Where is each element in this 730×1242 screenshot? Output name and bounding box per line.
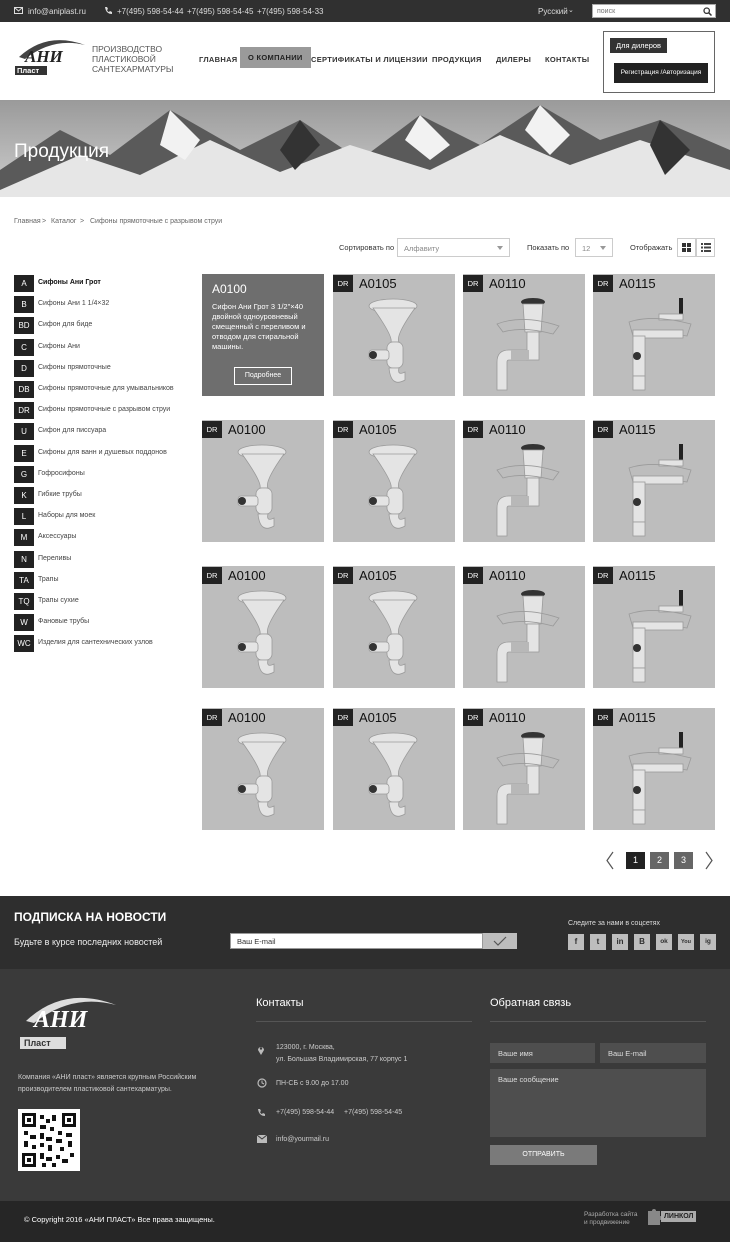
product-card[interactable] bbox=[463, 274, 585, 396]
header bbox=[0, 22, 730, 100]
feedback-message-input[interactable]: Ваше сообщение bbox=[490, 1069, 706, 1137]
category-item[interactable] bbox=[14, 296, 194, 313]
tagline-line: ПРОИЗВОДСТВО bbox=[92, 44, 163, 54]
product-code: A0100 bbox=[228, 568, 266, 583]
product-code: A0115 bbox=[619, 276, 656, 291]
twitter-icon[interactable]: t bbox=[590, 934, 606, 950]
check-icon bbox=[483, 933, 517, 949]
category-label: Фановые трубы bbox=[38, 618, 90, 626]
tagline bbox=[92, 44, 173, 74]
product-badge: DR bbox=[333, 275, 353, 292]
search-box bbox=[592, 4, 716, 18]
siphon-image bbox=[333, 584, 455, 684]
logo-text: АНИ bbox=[25, 47, 63, 66]
feedback-send-button[interactable]: ОТПРАВИТЬ bbox=[490, 1145, 597, 1165]
product-card[interactable] bbox=[463, 420, 585, 542]
product-code: A0105 bbox=[359, 710, 397, 725]
category-code-badge: DR bbox=[14, 402, 34, 419]
category-label: Сифоны для ванн и душевых поддонов bbox=[38, 448, 167, 456]
top-bar bbox=[0, 0, 730, 22]
product-image bbox=[333, 438, 455, 542]
product-code: A0110 bbox=[489, 276, 526, 291]
register-button[interactable]: Регистрация /Авторизация bbox=[614, 63, 708, 83]
email-icon bbox=[257, 1135, 267, 1143]
product-code: A0110 bbox=[489, 568, 526, 583]
hero-banner bbox=[0, 100, 730, 197]
category-label: Сифоны Ани 1 1/4×32 bbox=[38, 300, 110, 308]
product-image bbox=[593, 584, 715, 688]
product-card[interactable] bbox=[333, 274, 455, 396]
category-item[interactable] bbox=[14, 635, 194, 652]
top-email[interactable]: info@aniplast.ru bbox=[28, 7, 86, 16]
divider bbox=[256, 1021, 472, 1022]
dealer-box bbox=[603, 31, 715, 93]
address-line: 123000, г. Москва, bbox=[276, 1044, 335, 1051]
page-3[interactable]: 3 bbox=[674, 852, 693, 869]
siphon-image bbox=[593, 726, 715, 826]
breadcrumb-separator: > bbox=[42, 218, 47, 225]
contacts-title: Контакты bbox=[256, 997, 304, 1009]
product-image bbox=[333, 726, 455, 830]
product-code: A0105 bbox=[359, 276, 397, 291]
category-item[interactable] bbox=[14, 423, 194, 440]
location-pin-icon bbox=[257, 1045, 265, 1055]
prev-page-icon[interactable] bbox=[605, 851, 615, 870]
chevron-down-icon: ⌄ bbox=[568, 7, 574, 14]
odnoklassniki-icon[interactable]: ok bbox=[656, 934, 672, 950]
siphon-image bbox=[463, 292, 585, 392]
developer-text: и продвижение bbox=[584, 1219, 630, 1226]
breadcrumb-catalog[interactable]: Каталог bbox=[51, 218, 77, 225]
product-badge: DR bbox=[333, 567, 353, 584]
product-badge: DR bbox=[463, 421, 483, 438]
category-label: Сифон для биде bbox=[38, 321, 93, 329]
siphon-image bbox=[202, 438, 324, 538]
logo-subtext: Пласт bbox=[17, 66, 40, 75]
product-card[interactable] bbox=[333, 566, 455, 688]
nav-products[interactable]: ПРОДУКЦИЯ bbox=[432, 55, 482, 64]
siphon-image bbox=[333, 438, 455, 538]
per-page-select[interactable] bbox=[575, 238, 613, 257]
chevron-down-icon bbox=[497, 246, 503, 250]
product-description: Сифон Ани Грот 3 1/2"×40 двойной одноуровневый смещенный с переливом и отводом для стиральной машины. bbox=[212, 302, 306, 351]
siphon-image bbox=[463, 726, 585, 826]
category-item[interactable] bbox=[14, 614, 194, 631]
subscribe-email-input[interactable]: Ваш E-mail bbox=[230, 933, 483, 949]
dealers-label: Для дилеров bbox=[610, 38, 667, 53]
category-code-badge: U bbox=[14, 423, 34, 440]
category-item[interactable] bbox=[14, 551, 194, 568]
category-code-badge: N bbox=[14, 551, 34, 568]
category-code-badge: WC bbox=[14, 635, 34, 652]
phone-icon bbox=[104, 6, 112, 15]
page-title: Продукция bbox=[14, 141, 110, 162]
tagline-line: ПЛАСТИКОВОЙ bbox=[92, 54, 156, 64]
feedback-email-input[interactable]: Ваш E-mail bbox=[600, 1043, 706, 1063]
product-code: A0105 bbox=[359, 422, 397, 437]
email-icon bbox=[14, 7, 23, 14]
siphon-image bbox=[593, 584, 715, 684]
instagram-icon[interactable]: ig bbox=[700, 934, 716, 950]
product-image bbox=[202, 726, 324, 830]
product-badge: DR bbox=[593, 567, 613, 584]
language-select[interactable]: Русский bbox=[538, 7, 568, 16]
grid-icon bbox=[678, 239, 695, 256]
product-card[interactable] bbox=[333, 708, 455, 830]
product-image bbox=[333, 584, 455, 688]
siphon-image bbox=[463, 584, 585, 684]
category-code-badge: DB bbox=[14, 381, 34, 398]
siphon-image bbox=[463, 438, 585, 538]
category-label: Сифоны прямоточные с разрывом струи bbox=[38, 406, 171, 414]
category-label: Трапы сухие bbox=[38, 597, 79, 604]
product-code: A0100 bbox=[228, 422, 266, 437]
product-image bbox=[463, 584, 585, 688]
product-badge: DR bbox=[463, 709, 483, 726]
category-code-badge: B bbox=[14, 296, 34, 313]
address-line: ул. Большая Владимирская, 77 корпус 1 bbox=[276, 1056, 408, 1063]
mountain-painting-image bbox=[0, 100, 730, 197]
clock-icon bbox=[257, 1078, 267, 1088]
category-item[interactable] bbox=[14, 487, 194, 504]
list-icon bbox=[697, 239, 714, 256]
category-label: Аксессуары bbox=[38, 533, 77, 541]
product-image bbox=[593, 726, 715, 830]
about-text: Компания «АНИ пласт» является крупным Российским bbox=[18, 1074, 197, 1081]
next-page-icon[interactable] bbox=[704, 851, 714, 870]
category-label: Гибкие трубы bbox=[38, 491, 82, 498]
siphon-image bbox=[202, 584, 324, 684]
product-image bbox=[463, 726, 585, 830]
product-badge: DR bbox=[593, 421, 613, 438]
list-view-button[interactable] bbox=[696, 238, 715, 257]
category-label: Сифоны Ани Грот bbox=[38, 279, 101, 286]
product-image bbox=[333, 292, 455, 396]
product-card[interactable] bbox=[593, 420, 715, 542]
product-card[interactable] bbox=[593, 274, 715, 396]
product-card[interactable] bbox=[593, 566, 715, 688]
top-phone-3[interactable]: +7(495) 598-54-33 bbox=[257, 7, 324, 16]
category-item[interactable] bbox=[14, 360, 194, 377]
product-card[interactable] bbox=[202, 274, 324, 396]
product-image bbox=[593, 292, 715, 396]
feedback-name-input[interactable]: Ваше имя bbox=[490, 1043, 595, 1063]
product-image bbox=[593, 438, 715, 542]
product-badge: DR bbox=[463, 275, 483, 292]
product-card[interactable] bbox=[202, 420, 324, 542]
qr-code bbox=[18, 1109, 80, 1171]
nav-certificates[interactable]: СЕРТИФИКАТЫ И ЛИЦЕНЗИИ bbox=[311, 55, 428, 64]
product-badge: DR bbox=[463, 567, 483, 584]
product-code: A0100 bbox=[212, 282, 247, 296]
category-code-badge: TA bbox=[14, 572, 34, 589]
nav-home[interactable]: ГЛАВНАЯ bbox=[199, 55, 238, 64]
social-title: Следите за нами в соцсетях bbox=[568, 920, 661, 927]
footer-logo[interactable] bbox=[18, 989, 118, 1053]
top-phone-1[interactable]: +7(495) 598-54-44 bbox=[117, 7, 184, 16]
breadcrumb-home[interactable]: Главная bbox=[14, 218, 41, 225]
category-code-badge: D bbox=[14, 360, 34, 377]
category-item[interactable] bbox=[14, 445, 194, 462]
category-code-badge: K bbox=[14, 487, 34, 504]
subscribe-submit-button[interactable] bbox=[483, 933, 517, 949]
product-card[interactable] bbox=[593, 708, 715, 830]
product-card[interactable] bbox=[463, 566, 585, 688]
copyright-text: © Copyright 2016 «АНИ ПЛАСТ» Все права защищены. bbox=[24, 1215, 215, 1224]
sort-label: Сортировать по bbox=[339, 243, 395, 252]
top-phone-2[interactable]: +7(495) 598-54-45 bbox=[187, 7, 254, 16]
footer bbox=[0, 969, 730, 1201]
per-page-value: 12 bbox=[582, 244, 591, 253]
product-card[interactable] bbox=[333, 420, 455, 542]
category-code-badge: E bbox=[14, 445, 34, 462]
category-item[interactable] bbox=[14, 317, 194, 334]
category-label: Сифоны прямоточные bbox=[38, 363, 111, 371]
search-input[interactable] bbox=[593, 5, 701, 17]
grid-view-button[interactable] bbox=[677, 238, 696, 257]
product-card[interactable] bbox=[463, 708, 585, 830]
developer-text: Разработка сайта bbox=[584, 1211, 638, 1218]
nav-dealers[interactable]: ДИЛЕРЫ bbox=[496, 55, 532, 64]
product-code: A0110 bbox=[489, 422, 526, 437]
category-code-badge: G bbox=[14, 466, 34, 483]
product-image bbox=[463, 292, 585, 396]
category-label: Трапы bbox=[38, 575, 59, 583]
footer-logo-subtext: Пласт bbox=[24, 1038, 51, 1048]
product-image bbox=[202, 438, 324, 542]
product-badge: DR bbox=[593, 275, 613, 292]
category-label: Наборы для моек bbox=[38, 512, 96, 520]
linkedin-icon[interactable]: in bbox=[612, 934, 628, 950]
show-label: Показать по bbox=[527, 243, 570, 252]
qr-code-icon bbox=[22, 1113, 76, 1167]
developer-logo[interactable]: ЛИНКОЛ bbox=[661, 1211, 696, 1222]
nav-contacts[interactable]: КОНТАКТЫ bbox=[545, 55, 590, 64]
puzzle-icon bbox=[646, 1207, 662, 1225]
sort-value: Алфавиту bbox=[404, 244, 440, 253]
product-badge: DR bbox=[202, 421, 222, 438]
product-card[interactable] bbox=[202, 708, 324, 830]
category-item[interactable] bbox=[14, 529, 194, 546]
product-code: A0115 bbox=[619, 568, 656, 583]
view-label: Отображать bbox=[630, 243, 673, 252]
category-label: Сифоны Ани bbox=[38, 342, 80, 350]
product-code: A0105 bbox=[359, 568, 397, 583]
feedback-title: Обратная связь bbox=[490, 997, 572, 1009]
subscribe-title: ПОДПИСКА НА НОВОСТИ bbox=[14, 910, 167, 924]
category-label: Сифоны прямоточные для умывальников bbox=[38, 385, 174, 392]
siphon-image bbox=[593, 438, 715, 538]
copyright-bar bbox=[0, 1201, 730, 1242]
page-2[interactable]: 2 bbox=[650, 852, 669, 869]
siphon-image bbox=[593, 292, 715, 392]
product-badge: DR bbox=[202, 709, 222, 726]
product-badge: DR bbox=[333, 421, 353, 438]
details-button[interactable]: Подробнее bbox=[234, 367, 292, 385]
category-item[interactable] bbox=[14, 381, 194, 398]
vkontakte-icon[interactable]: B bbox=[634, 934, 650, 950]
category-code-badge: W bbox=[14, 614, 34, 631]
footer-phone-2[interactable]: +7(495) 598-54-45 bbox=[344, 1109, 403, 1116]
category-item[interactable] bbox=[14, 466, 194, 483]
sort-select[interactable] bbox=[397, 238, 510, 257]
product-code: A0110 bbox=[489, 710, 526, 725]
facebook-icon[interactable]: f bbox=[568, 934, 584, 950]
youtube-icon[interactable]: You bbox=[678, 934, 694, 950]
phone-icon bbox=[257, 1108, 266, 1117]
breadcrumb-separator: > bbox=[80, 218, 85, 225]
subscribe-section bbox=[0, 896, 730, 969]
nav-about[interactable]: О КОМПАНИИ bbox=[240, 47, 311, 68]
search-icon[interactable] bbox=[703, 7, 712, 16]
category-label: Переливы bbox=[38, 554, 72, 562]
product-card[interactable] bbox=[202, 566, 324, 688]
footer-logo-text: АНИ bbox=[34, 1007, 88, 1033]
category-item[interactable] bbox=[14, 402, 194, 419]
product-code: A0115 bbox=[619, 422, 656, 437]
working-hours: ПН-СБ с 9.00 до 17.00 bbox=[276, 1080, 349, 1087]
footer-email[interactable]: info@yourmail.ru bbox=[276, 1136, 330, 1143]
category-item[interactable] bbox=[14, 508, 194, 525]
product-badge: DR bbox=[202, 567, 222, 584]
category-code-badge: L bbox=[14, 508, 34, 525]
page-1[interactable]: 1 bbox=[626, 852, 645, 869]
category-code-badge: A bbox=[14, 275, 34, 292]
product-image bbox=[463, 438, 585, 542]
siphon-image bbox=[333, 726, 455, 826]
breadcrumb-current: Сифоны прямоточные с разрывом струи bbox=[90, 218, 223, 225]
category-label: Сифон для писсуара bbox=[38, 427, 107, 435]
tagline-line: САНТЕХАРМАТУРЫ bbox=[92, 64, 174, 74]
category-item[interactable] bbox=[14, 275, 194, 292]
category-item[interactable] bbox=[14, 339, 194, 356]
category-code-badge: TQ bbox=[14, 593, 34, 610]
footer-phone-1[interactable]: +7(495) 598-54-44 bbox=[276, 1109, 335, 1116]
category-label: Изделия для сантехнических узлов bbox=[38, 639, 153, 647]
category-code-badge: C bbox=[14, 339, 34, 356]
product-code: A0115 bbox=[619, 710, 656, 725]
product-badge: DR bbox=[593, 709, 613, 726]
category-item[interactable] bbox=[14, 572, 194, 589]
category-label: Гофросифоны bbox=[38, 469, 85, 477]
chevron-down-icon bbox=[600, 246, 606, 250]
product-image bbox=[202, 584, 324, 688]
about-text: производителем пластиковой сантехарматуры. bbox=[18, 1086, 172, 1093]
product-code: A0100 bbox=[228, 710, 266, 725]
divider bbox=[490, 1021, 706, 1022]
logo[interactable] bbox=[13, 33, 87, 77]
subscribe-subtitle: Будьте в курсе последних новостей bbox=[14, 937, 163, 947]
category-code-badge: M bbox=[14, 529, 34, 546]
category-code-badge: BD bbox=[14, 317, 34, 334]
siphon-image bbox=[333, 292, 455, 392]
product-badge: DR bbox=[333, 709, 353, 726]
siphon-image bbox=[202, 726, 324, 826]
category-item[interactable] bbox=[14, 593, 194, 610]
